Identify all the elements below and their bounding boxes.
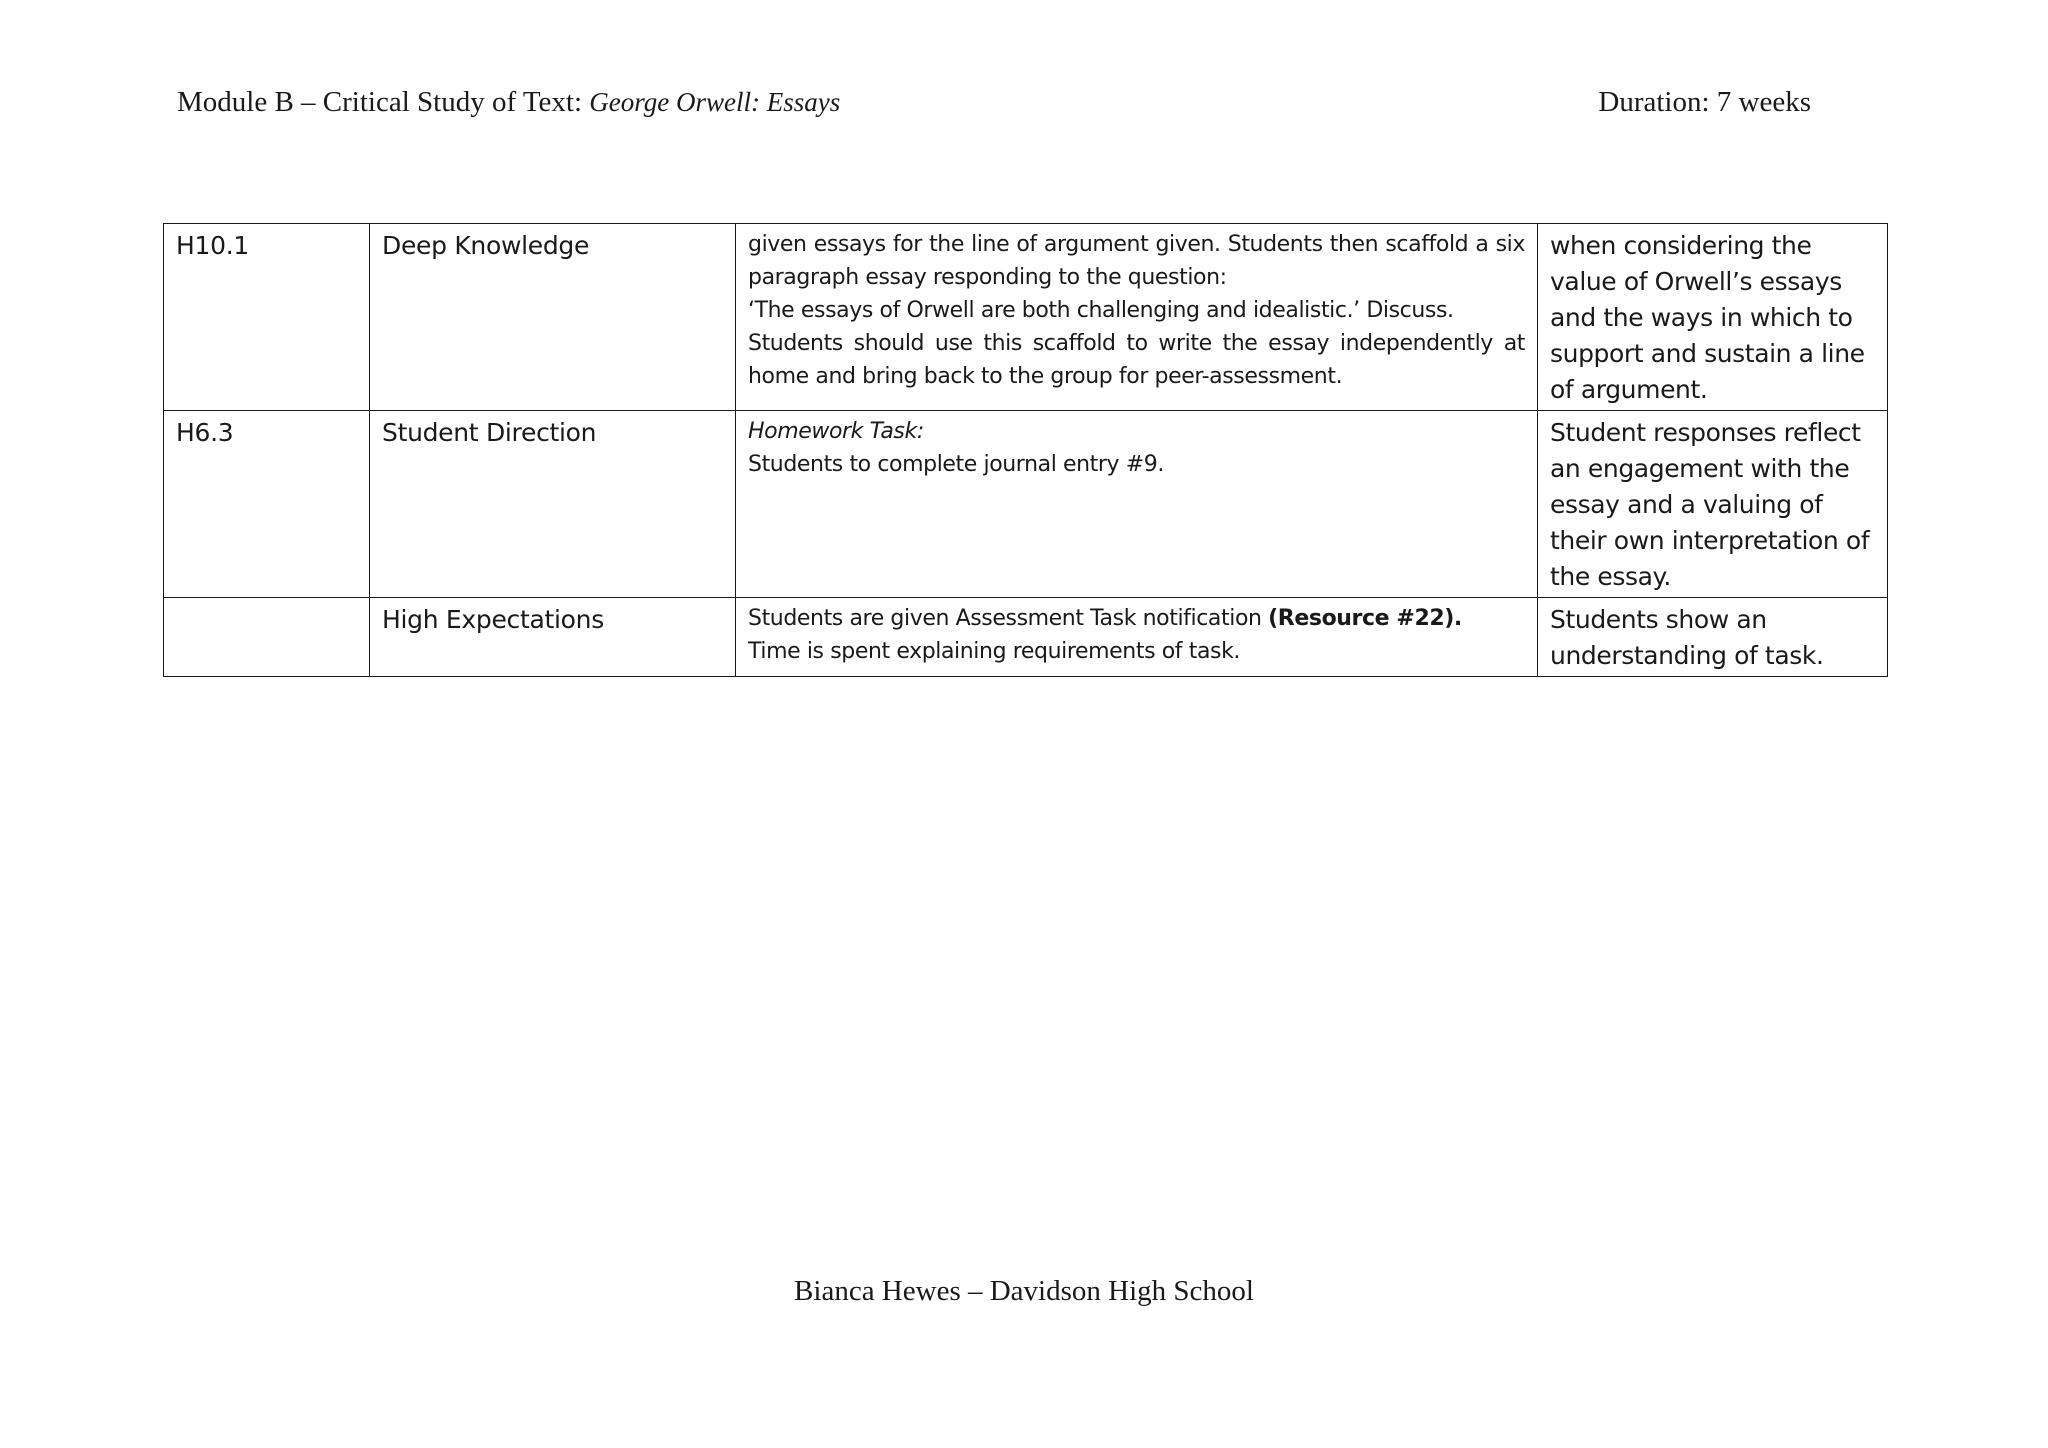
teaching-program-table — [163, 223, 1888, 677]
page-footer: Bianca Hewes – Davidson High School — [794, 1275, 1254, 1307]
activity-paragraph — [748, 602, 1525, 635]
quality-element-cell: High Expectations — [370, 598, 736, 677]
activity-paragraph: given essays for the line of argument given. Students then scaffold a six paragraph essay responding to the question: — [748, 232, 1525, 290]
resource-reference: (Resource #22). — [1268, 606, 1462, 631]
module-title: Module B – Critical Study of Text: — [177, 86, 590, 118]
evidence-cell: Students show an understanding of task. — [1538, 598, 1888, 677]
outcome-cell: H10.1 — [164, 224, 370, 411]
duration-label: Duration: 7 weeks — [1598, 86, 1811, 118]
quality-element-cell: Student Direction — [370, 411, 736, 598]
activity-cell — [736, 598, 1538, 677]
activity-paragraph: Time is spent explaining requirements of task. — [748, 639, 1241, 664]
quality-element-cell: Deep Knowledge — [370, 224, 736, 411]
module-heading — [177, 86, 840, 119]
activity-cell — [736, 224, 1538, 411]
activity-paragraph: Students to complete journal entry #9. — [748, 452, 1164, 477]
outcome-cell: H6.3 — [164, 411, 370, 598]
activity-paragraph: Students should use this scaffold to write the essay independently at home and bring back to the group for peer-assessment. — [748, 331, 1525, 389]
table-row — [164, 411, 1888, 598]
table-row — [164, 598, 1888, 677]
evidence-cell: when considering the value of Orwell’s essays and the ways in which to support and sustain a line of argument. — [1538, 224, 1888, 411]
essay-question: ‘The essays of Orwell are both challenging and idealistic.’ Discuss. — [748, 298, 1454, 323]
homework-heading: Homework Task: — [748, 419, 924, 444]
text-title: George Orwell: Essays — [589, 87, 841, 117]
table-row — [164, 224, 1888, 411]
activity-cell — [736, 411, 1538, 598]
evidence-cell: Student responses reflect an engagement with the essay and a valuing of their own interpretation of the essay. — [1538, 411, 1888, 598]
outcome-cell — [164, 598, 370, 677]
page-header — [177, 86, 1811, 130]
activity-text: Students are given Assessment Task notification — [748, 606, 1269, 631]
